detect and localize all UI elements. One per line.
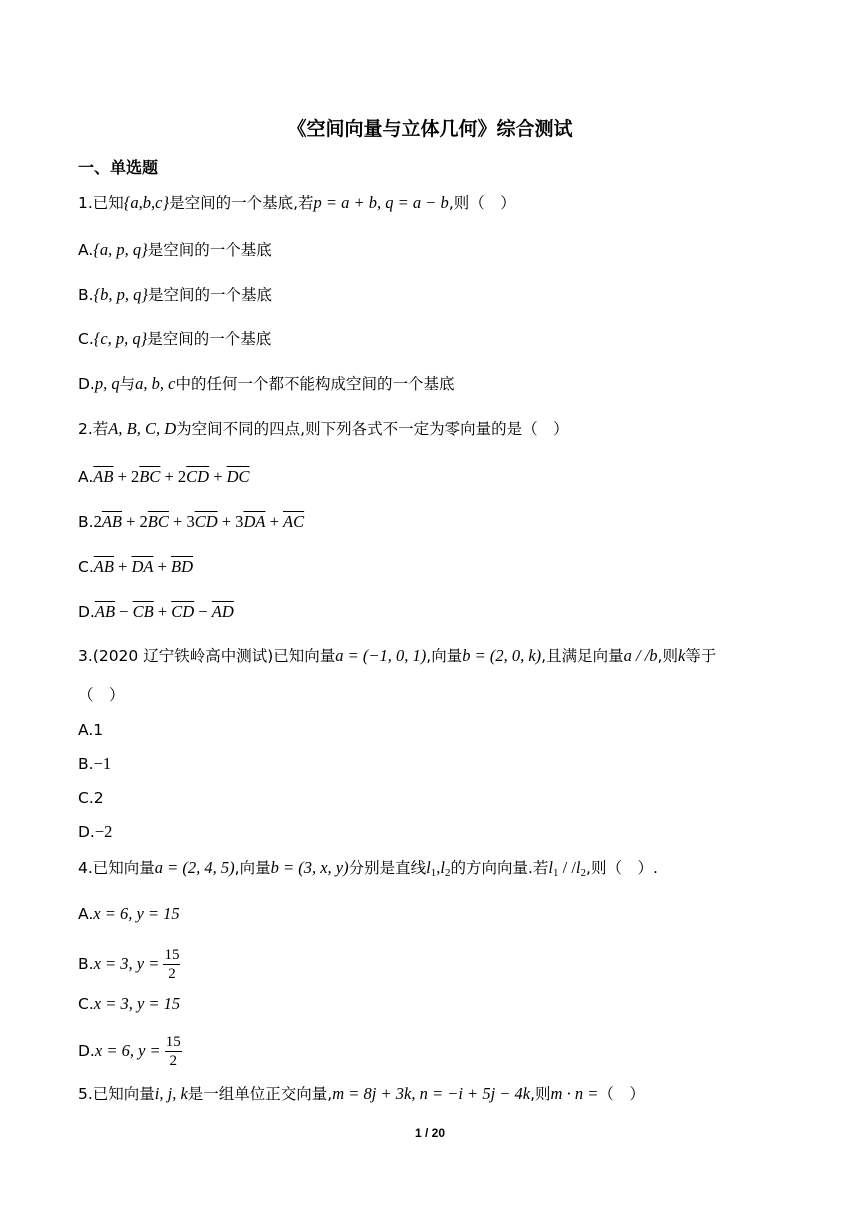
fraction: $\frac{15}{2}$	[165, 1034, 181, 1069]
question-2-option-d: $D.\overline{AB} - \overline{CB} + \overline{CD} - \overline{AD}$	[78, 602, 234, 621]
line-symbols: $l_1,l_2$	[426, 858, 451, 879]
question-4-option-c: C.x = 3, y = 15	[78, 994, 181, 1013]
question-1-stem: 1.已知{a,b,c}是空间的一个基底,若p = a + b, q = a − b,则（ ）	[78, 193, 516, 212]
question-3-stem: 3.(2020 辽宁铁岭高中测试)已知向量a = (−1, 0, 1),向量b = (2, 0, k),且满足向量a / /b,则k等于	[78, 646, 717, 665]
vector-expression: $2\overline{AB} + 2\overline{BC} + 3\overline{CD} + 3\overline{DA} + \overline{AC}$	[93, 512, 305, 531]
question-3-option-b: B.−1	[78, 754, 112, 773]
question-3-option-d: D.−2	[78, 822, 113, 841]
question-4-option-d: D.x = 6, y = $\frac{15}{2}$	[78, 1034, 181, 1069]
vector-expression: $\overline{AB} - \overline{CB} + \overline{CD} - \overline{AD}$	[94, 602, 234, 621]
question-4-option-b: B.x = 3, y = $\frac{15}{2}$	[78, 947, 180, 982]
question-2-stem: 2.若A, B, C, D为空间不同的四点,则下列各式不一定为零向量的是（ ）	[78, 419, 569, 438]
vector-expression: $\overline{AB} + 2\overline{BC} + 2\overline{CD} + \overline{DC}$	[93, 467, 250, 486]
question-2-option-a: $A.\overline{AB} + 2\overline{BC} + 2\overline{CD} + \overline{DC}$	[78, 467, 250, 486]
vector-expression: $\overline{AB} + \overline{DA} + \overline{BD}$	[93, 557, 194, 576]
question-2-option-c: $C.\overline{AB} + \overline{DA} + \overline{BD}$	[78, 557, 194, 576]
page-number: 1 / 20	[414, 1126, 446, 1140]
fraction: $\frac{15}{2}$	[164, 947, 180, 982]
section-heading: 一、单选题	[78, 158, 159, 177]
question-4-stem: 4.已知向量a = (2, 4, 5),向量b = (3, x, y)分别是直线$l_1,l_2$的方向向量.若$l_1 / /l_2$,则（ ）.	[78, 858, 658, 879]
document-title: 《空间向量与立体几何》综合测试	[287, 118, 573, 140]
question-3-option-a: A.1	[78, 721, 104, 739]
question-1-option-c: C.{c, p, q}是空间的一个基底	[78, 329, 272, 348]
question-1-option-d: D.p, q与a, b, c中的任何一个都不能构成空间的一个基底	[78, 374, 455, 393]
question-1-option-b: B.{b, p, q}是空间的一个基底	[78, 285, 273, 304]
parallel-expression: $l_1 / /l_2$	[548, 858, 587, 879]
question-5-stem: 5.已知向量i, j, k是一组单位正交向量,m = 8j + 3k, n = −i + 5j − 4k,则m · n =（ ）	[78, 1084, 645, 1103]
question-3-stem-continued: （ ）	[78, 686, 125, 704]
question-4-option-a: A.x = 6, y = 15	[78, 904, 180, 923]
question-1-option-a: A.{a, p, q}是空间的一个基底	[78, 240, 272, 259]
question-3-option-c: C.2	[78, 789, 104, 807]
question-2-option-b: $B.2\overline{AB} + 2\overline{BC} + 3\overline{CD} + 3\overline{DA} + \overline{AC}$	[78, 512, 305, 531]
